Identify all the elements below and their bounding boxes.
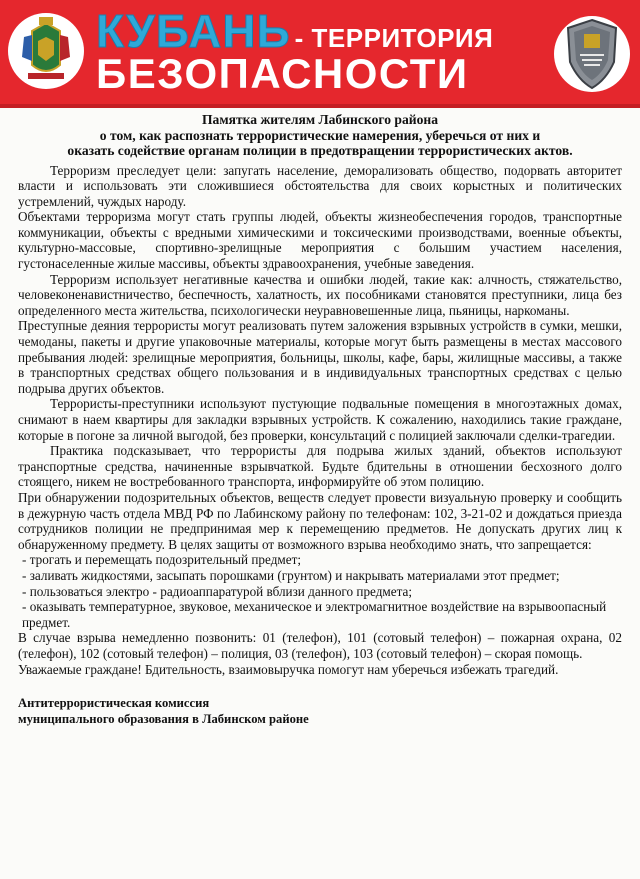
paragraph-6: Практика подсказывает, что террористы для подрыва жилых зданий, объектов используют транспортные средства, начиненные взрывчаткой. Будьте бдительны в отношении бесхозного долго стоящего, никем не востребованного транспорта, информируйте об этом полицию. (18, 443, 622, 490)
paragraph-8: В случае взрыва немедленно позвонить: 01 (телефон), 101 (сотовый телефон) – пожарная охрана, 02 (телефон), 102 (сотовый телефон) – полиция, 03 (телефон), 103 (сотовый телефон) – скорая помощь. (18, 630, 622, 661)
paragraph-4: Преступные деяния террористы могут реализовать путем заложения взрывных устройств в сумки, мешки, чемоданы, пакеты и другие упаковочные материалы, которые могут быть размещены в местах массового пребывания людей: зрелищные мероприятия, больницы, школы, кафе, бары, жилищные массивы, а также в транспортных средствах общего пользования и в индивидуальных транспортных средствах с целью подрыва других объектов. (18, 318, 622, 396)
paragraph-5: Террористы-преступники используют пустующие подвальные помещения в многоэтажных домах, снимают в наем квартиры для закладки взрывных устройств. К сожалению, находились такие граждане, которые в погоне за личной выгодой, без проверки, консультаций с полицией заключали сделки-трагедии. (18, 396, 622, 443)
banner-title-kuban: КУБАНЬ (96, 5, 291, 57)
signature (18, 695, 622, 727)
memo-heading (18, 112, 622, 159)
heading-line-3: оказать содействие органам полиции в предотвращении террористических актов. (67, 143, 573, 158)
paragraph-2: Объектами терроризма могут стать группы людей, объекты жизнеобеспечения городов, транспортные коммуникации, объекты с вредными химическими и токсическими производствами, военные объекты, культурно-массовые, спортивно-зрелищные мероприятия с большим участием населения, густонаселенные жилые массивы, объекты здравоохранения, учебные заведения. (18, 209, 622, 272)
banner-title-territory: - ТЕРРИТОРИЯ (294, 23, 494, 53)
list-item: - заливать жидкостями, засыпать порошками (грунтом) и накрывать материалами этот предмет; (22, 567, 560, 583)
memo-content (18, 112, 622, 727)
heading-line-2: о том, как распознать террористические намерения, уберечься от них и (99, 127, 541, 143)
list-item: - оказывать температурное, звуковое, механическое и электромагнитное воздействие на взрывоопасный предмет. (22, 599, 607, 630)
paragraph-9: Уважаемые граждане! Бдительность, взаимовыручка помогут нам уберечься избежать трагедий. (18, 661, 559, 677)
heading-line-1: Памятка жителям Лабинского района (201, 112, 439, 127)
paragraph-3: Терроризм использует негативные качества и ошибки людей, такие как: алчность, стяжательство, человеконенавистничество, беспечность, халатность, их пособниками становятся преступники, лица без определенного места жительства, психологически неуравновешенные лица, пьяницы, наркоманы. (18, 271, 622, 318)
signature-line-2: муниципального образования в Лабинском районе (18, 712, 309, 727)
banner-title-line1 (96, 4, 493, 56)
list-item: - пользоваться электро - радиоаппаратурой вблизи данного предмета; (22, 583, 413, 599)
banner-title-line2: БЕЗОПАСНОСТИ (96, 50, 469, 97)
list-item: - трогать и перемещать подозрительный предмет; (22, 552, 302, 568)
header-banner (0, 0, 640, 108)
paragraph-7: При обнаружении подозрительных объектов, веществ следует провести визуальную проверку и сообщить в дежурную часть отдела МВД РФ по Лабинскому району по телефонам: 102, 3-21-02 и дождаться приезда сотрудников полиции не предпринимая мер к перемещению предметов. Не допускать других лиц к обнаруженному предмету. В целях защиты от возможного взрыва необходимо знать, что запрещается: (18, 489, 622, 552)
antiterror-shield-icon (554, 12, 630, 96)
coat-of-arms-icon (8, 7, 84, 95)
signature-line-1: Антитеррористическая комиссия (18, 696, 210, 711)
paragraph-1: Терроризм преследует цели: запугать население, деморализовать общество, подорвать авторитет власти и использовать эти сложившиеся обстоятельства для своих корыстных и политических устремлений, чуждых народу. (18, 162, 622, 209)
